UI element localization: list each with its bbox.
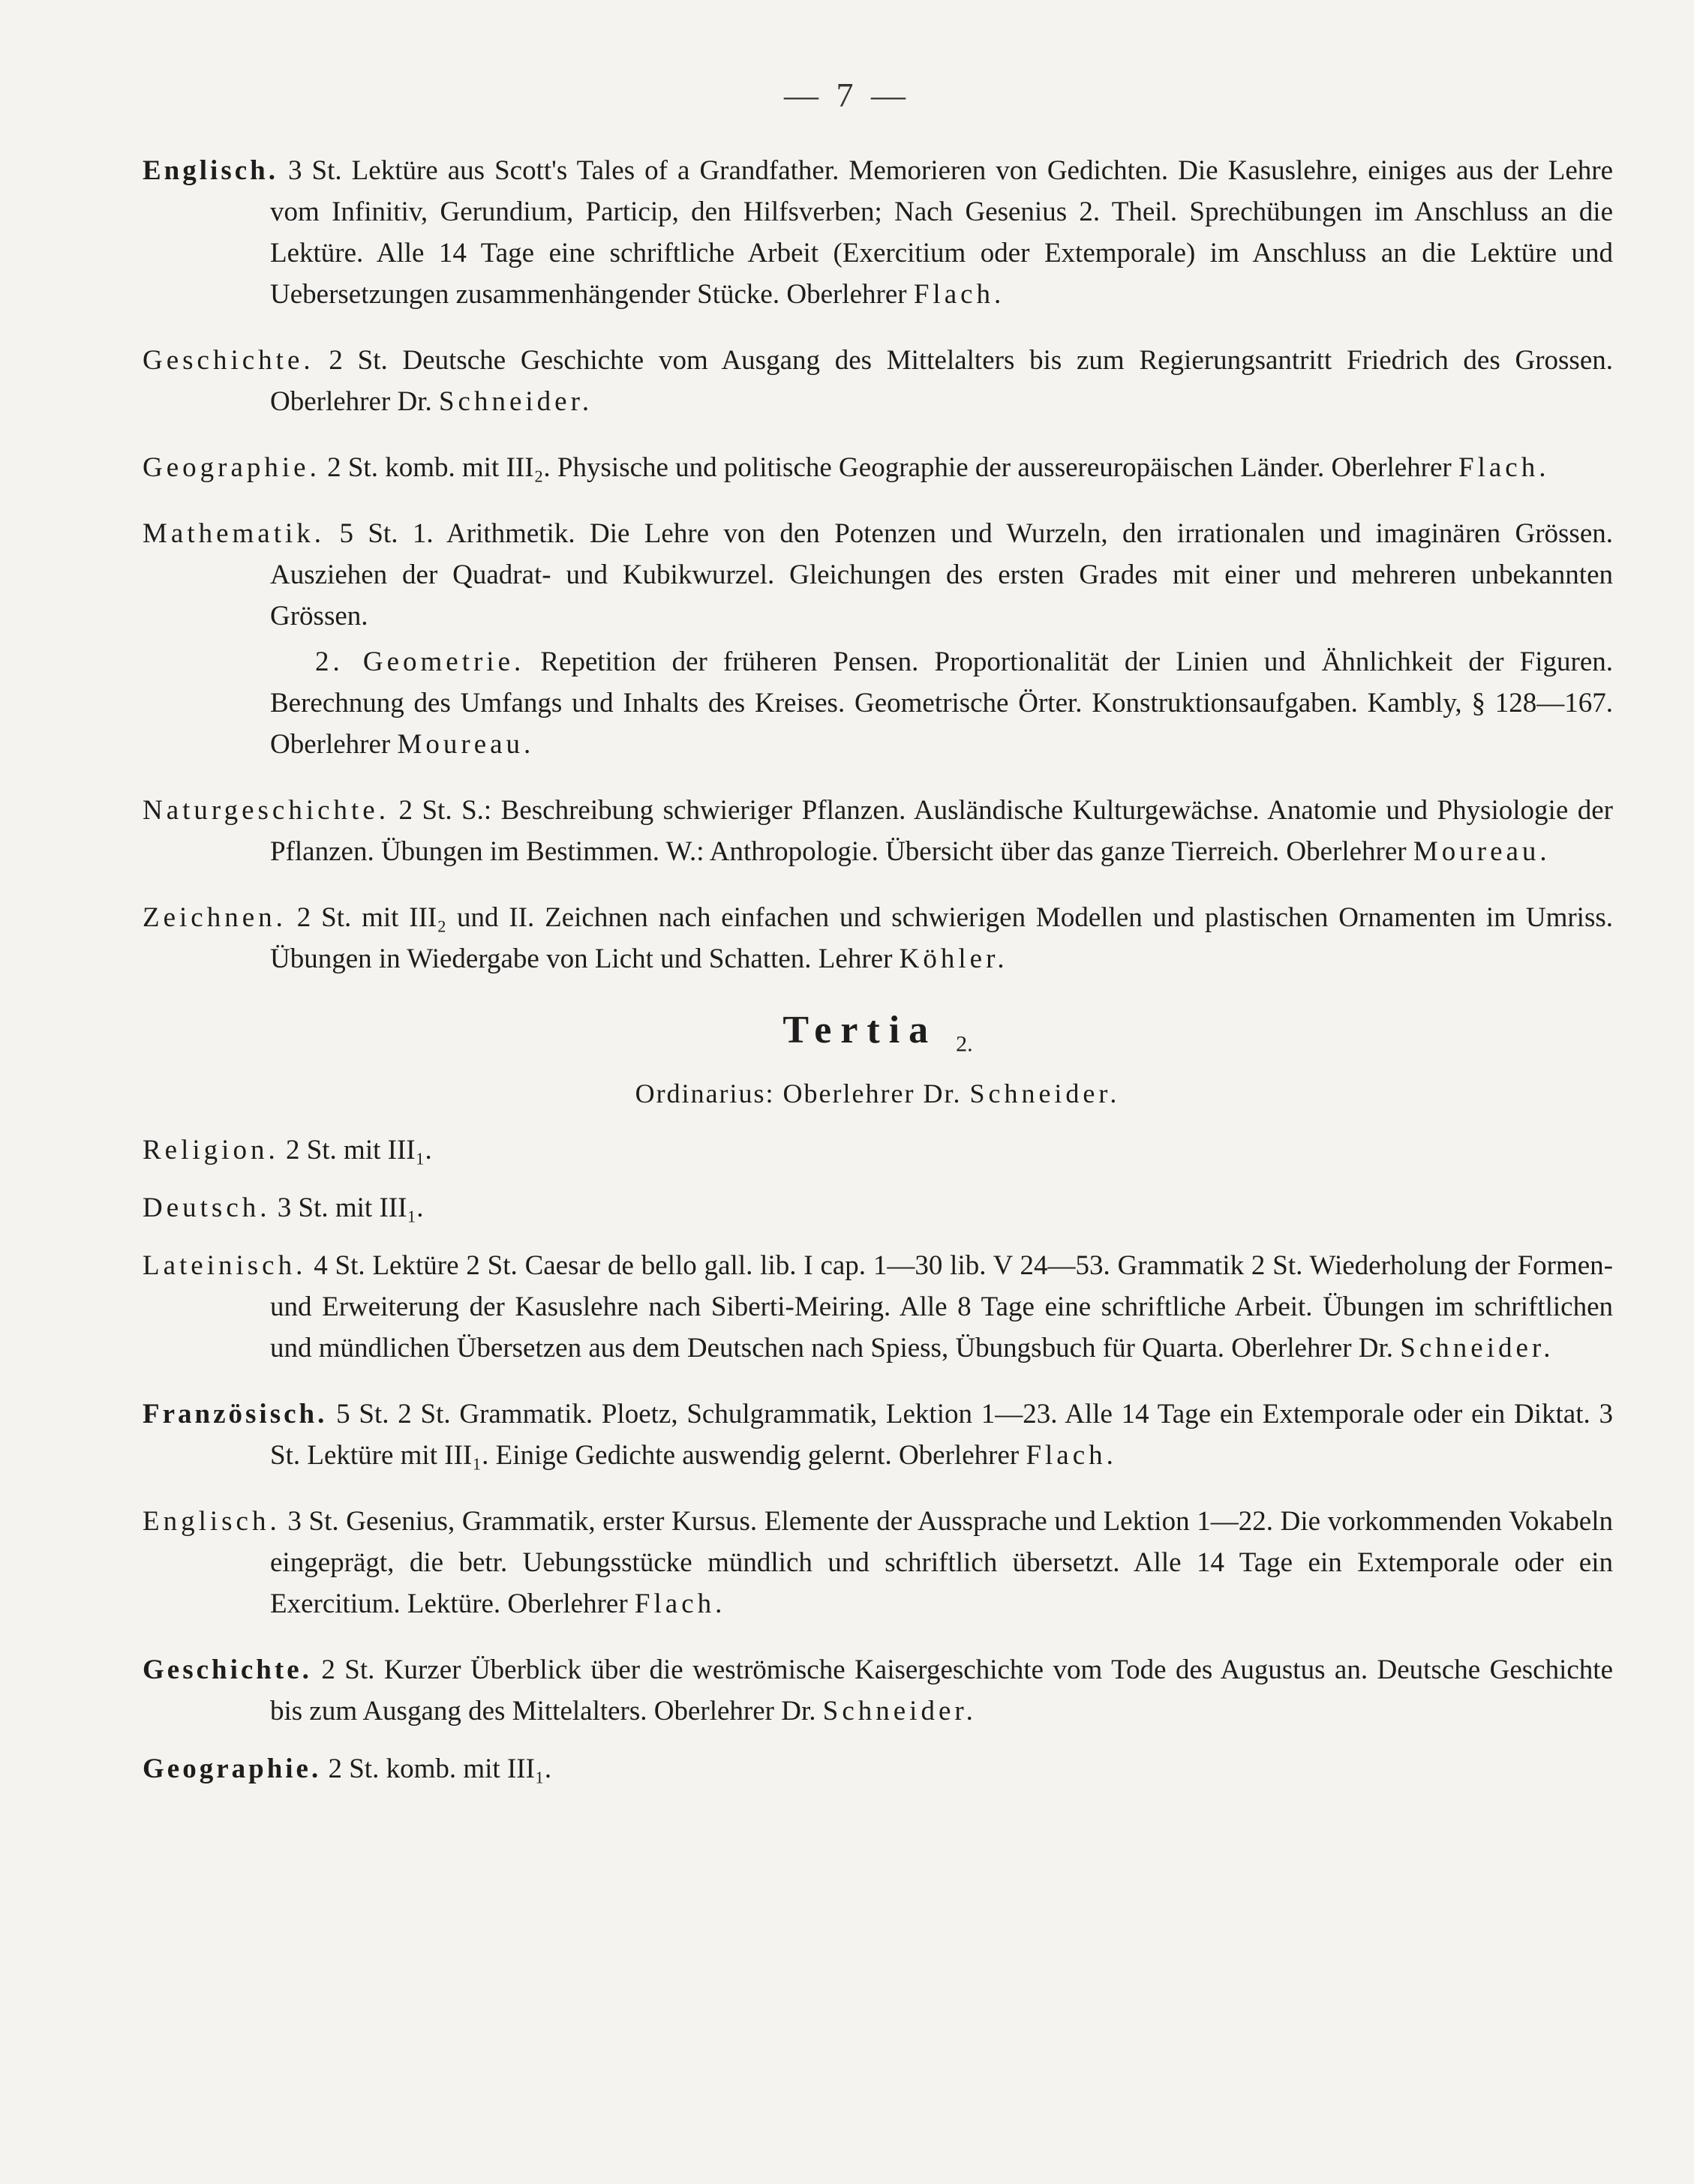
entry-text: 2 St. S.: Beschreibung schwieriger Pflanzen. Ausländische Kulturgewächse. Anatomie und Physiologie der Pflanzen. Übungen im Bestimmen. W.: Anthropologie. Übersicht über das ganze Tierreich. Oberlehrer xyxy=(270,795,1613,867)
entry-text: 3 St. Lektüre aus Scott's Tales of a Grandfather. Memorieren von Gedichten. Die Kasuslehre, einiges aus der Lehre vom Infinitiv, Gerundium, Particip, den Hilfsverben; Nach Gesenius 2. Theil. Sprechübungen im Anschluss an die Lektüre. Alle 14 Tage eine schriftliche Arbeit (Exercitium oder Extemporale) im Anschluss an die Lektüre und Uebersetzungen zusammenhängender Stücke. Oberlehrer xyxy=(270,155,1614,310)
entry-text: 2 St. Kurzer Überblick über die weströmische Kaisergeschichte vom Tode des Augustus an. Deutsche Geschichte bis zum Ausgang des Mittelalters. Oberlehrer Dr. xyxy=(270,1654,1613,1727)
subject-label: Geschichte. xyxy=(143,345,314,376)
entry-naturgeschichte xyxy=(143,790,1613,872)
entry-deutsch xyxy=(143,1187,1613,1228)
teacher-name: Flach. xyxy=(634,1588,726,1620)
entry-text: 2 St. komb. mit III₁. xyxy=(328,1754,552,1785)
subject-label: 2. Geometrie. xyxy=(315,646,525,677)
entry-text: 3 St. Gesenius, Grammatik, erster Kursus. Elemente der Aussprache und Lektion 1—22. Die vorkommenden Vokabeln eingeprägt, die betr. Uebungsstücke mündlich und schriftlich übersetzt. Alle 14 Tage ein Extemporale oder ein Exercitium. Lektüre. Oberlehrer xyxy=(270,1506,1613,1620)
subject-label: Zeichnen. xyxy=(143,902,287,933)
entry-text: 2 St. komb. mit III₂. Physische und politische Geographie der aussereuropäischen Länder. Oberlehrer xyxy=(327,452,1452,483)
entry-text: 5 St. 2 St. Grammatik. Ploetz, Schulgrammatik, Lektion 1—23. Alle 14 Tage ein Extemporale oder ein Diktat. 3 St. Lektüre mit III₁. Einige Gedichte auswendig gelernt. Oberlehrer xyxy=(270,1399,1614,1472)
entry-geographie-tertia xyxy=(143,1748,1613,1790)
entry-lateinisch xyxy=(143,1245,1613,1369)
entry-geschichte xyxy=(143,340,1613,422)
entry-geographie xyxy=(143,447,1613,488)
subject-label: Englisch. xyxy=(143,1506,281,1538)
entry-mathematik xyxy=(143,513,1613,637)
ordinarius-line xyxy=(143,1073,1613,1114)
ordinarius-label: Ordinarius: Oberlehrer Dr. xyxy=(635,1078,962,1109)
entry-text: 4 St. Lektüre 2 St. Caesar de bello gall. lib. I cap. 1—30 lib. V 24—53. Grammatik 2 St. Wiederholung der Formen- und Erweiterung der Kasuslehre nach Siberti-Meiring. Alle 8 Tage eine schriftliche Arbeit. Übungen im schriftlichen und mündlichen Übersetzen aus dem Deutschen nach Spiess, Übungsbuch für Quarta. Oberlehrer Dr. xyxy=(270,1250,1613,1364)
teacher-name: Flach. xyxy=(1458,452,1550,483)
teacher-name: Moureau. xyxy=(1413,836,1551,867)
teacher-name: Flach. xyxy=(913,279,1005,310)
teacher-name: Schneider. xyxy=(1400,1333,1554,1364)
entry-geometrie xyxy=(143,641,1613,765)
entry-text: 2 St. mit III₁. xyxy=(285,1135,432,1166)
ordinarius-name: Schneider. xyxy=(969,1078,1121,1109)
entry-text: Repetition der früheren Pensen. Proportionalität der Linien und Ähnlichkeit der Figuren. Berechnung des Umfangs und Inhalts des Kreises. Geometrische Örter. Konstruktionsaufgaben. Kambly, § 128—167. Oberlehrer xyxy=(270,646,1613,760)
teacher-name: Schneider. xyxy=(822,1696,977,1727)
entry-englisch-tertia xyxy=(143,1501,1613,1624)
page-number: — 7 — xyxy=(784,76,910,114)
entry-englisch xyxy=(143,150,1613,315)
entry-franzoesisch xyxy=(143,1394,1613,1476)
subject-label: Geographie. xyxy=(143,452,320,483)
subject-label: Geschichte. xyxy=(143,1654,312,1686)
subject-label: Französisch. xyxy=(143,1399,328,1430)
teacher-name: Flach. xyxy=(1026,1440,1117,1472)
subject-label: Mathematik. xyxy=(143,518,326,549)
subject-label: Deutsch. xyxy=(143,1192,271,1224)
entry-zeichnen xyxy=(143,897,1613,980)
entry-text: 2 St. Deutsche Geschichte vom Ausgang des Mittelalters bis zum Regierungsantritt Friedrich des Grossen. Oberlehrer Dr. xyxy=(270,345,1613,417)
section-heading-sub: 2. xyxy=(956,1031,973,1057)
entry-text: 3 St. mit III₁. xyxy=(277,1192,424,1224)
teacher-name: Köhler. xyxy=(899,944,1008,974)
subject-label: Lateinisch. xyxy=(143,1250,307,1282)
subject-label: Englisch. xyxy=(143,155,278,186)
entry-text: 2 St. mit III₂ und II. Zeichnen nach einfachen und schwierigen Modellen und plastischen Ornamenten im Umriss. Übungen in Wiedergabe von Licht und Schatten. Lehrer xyxy=(270,902,1613,974)
section-heading-text: Tertia xyxy=(782,1009,938,1052)
subject-label: Religion. xyxy=(143,1135,279,1166)
entry-geschichte-tertia xyxy=(143,1649,1613,1732)
page-content xyxy=(143,150,1613,1814)
subject-label: Naturgeschichte. xyxy=(143,795,389,826)
section-heading-tertia xyxy=(143,1004,1613,1070)
entry-text: 5 St. 1. Arithmetik. Die Lehre von den Potenzen und Wurzeln, den irrationalen und imaginären Grössen. Ausziehen der Quadrat- und Kubikwurzel. Gleichungen des ersten Grades mit einer und mehreren unbekannten Grössen. xyxy=(270,518,1613,632)
entry-religion xyxy=(143,1130,1613,1171)
teacher-name: Schneider. xyxy=(438,386,593,417)
subject-label: Geographie. xyxy=(143,1754,322,1785)
teacher-name: Moureau. xyxy=(397,729,535,760)
